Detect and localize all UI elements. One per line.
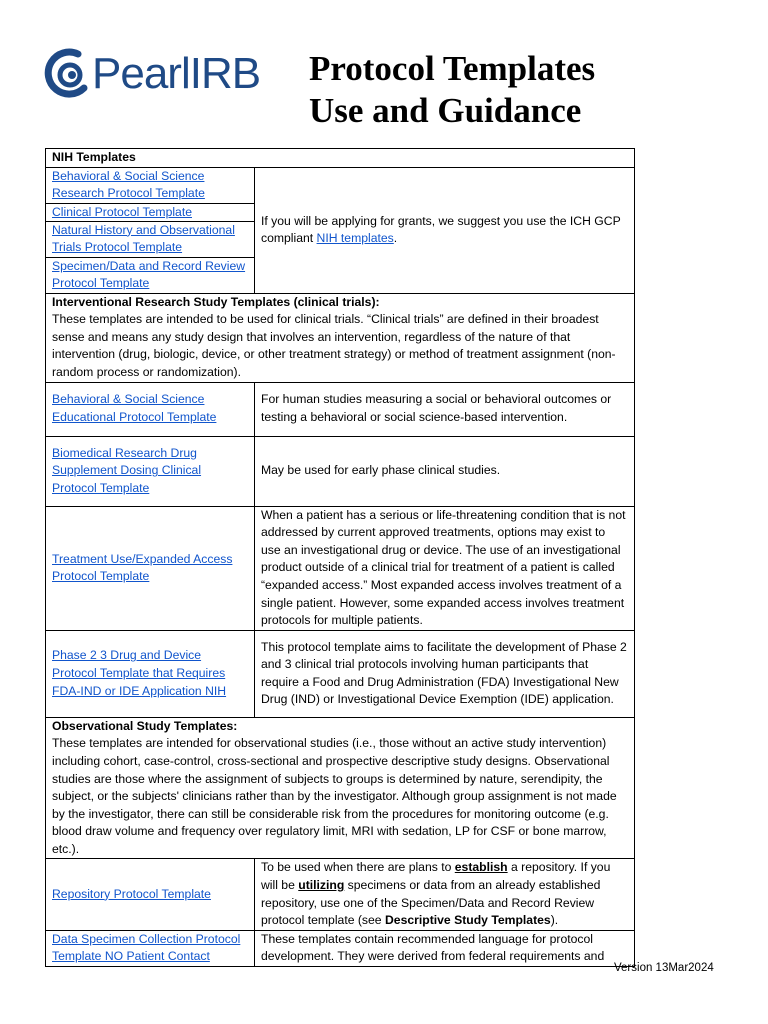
interventional-section: [46, 293, 635, 382]
observational-heading: Observational Study Templates:: [52, 718, 238, 733]
nih-link-cell: [46, 222, 254, 258]
template-link-cell: [46, 506, 255, 630]
template-description: [255, 859, 635, 930]
nih-link-behavioral[interactable]: Behavioral & Social Science Research Protocol Template: [52, 168, 205, 201]
nih-link-specimen[interactable]: Specimen/Data and Record Review Protocol Template: [52, 258, 246, 291]
template-description: These templates contain recommended language for protocol development. They were derived from federal requirements and: [255, 930, 635, 966]
table-row: [46, 506, 635, 630]
behavioral-educational-template-link[interactable]: Behavioral & Social Science Educational Protocol Template: [52, 392, 217, 425]
nih-link-cell: [46, 258, 254, 293]
template-link-cell: [46, 436, 255, 506]
repository-text: To be used when there are plans to: [261, 860, 455, 875]
template-link-cell: [46, 630, 255, 717]
nih-links-cell: [46, 167, 255, 293]
table-row: [46, 859, 635, 930]
pearl-logo-icon: [44, 48, 94, 100]
nih-link-clinical[interactable]: Clinical Protocol Template: [52, 204, 192, 219]
table-row: [46, 930, 635, 966]
logo-irb: IRB: [189, 49, 261, 98]
table-row: [46, 382, 635, 436]
phase-2-3-template-link[interactable]: Phase 2 3 Drug and Device Protocol Template that Requires FDA-IND or IDE Application NIH: [52, 648, 227, 698]
nih-note-end: .: [393, 231, 398, 246]
template-link-cell: [46, 859, 255, 930]
template-description: This protocol template aims to facilitate the development of Phase 2 and 3 clinical trial protocols involving human participants that require a Food and Drug Administration (FDA) Investigational New Drug (IND) or Investigational Device Exemption (IDE) application.: [255, 630, 635, 717]
data-specimen-template-link[interactable]: Data Specimen Collection Protocol Template NO Patient Contact: [52, 931, 241, 964]
nih-link-cell: [46, 204, 254, 222]
template-description: When a patient has a serious or life-threatening condition that is not addressed by current approved treatments, options may exist to use an investigational drug or device. The use of an investigational product outside of a clinical trial for treatment of a patient is called “expanded access.” Most expanded access involves treatment of a single patient. However, some expanded access involves treatment protocols for multiple patients.: [255, 506, 635, 630]
repository-template-link[interactable]: Repository Protocol Template: [52, 886, 211, 901]
pearl-irb-logo: [44, 44, 284, 104]
template-description: For human studies measuring a social or behavioral outcomes or testing a behavioral or social science-based intervention.: [255, 382, 635, 436]
version-label: Version 13Mar2024: [614, 962, 714, 974]
expanded-access-template-link[interactable]: Treatment Use/Expanded Access Protocol Template: [52, 551, 233, 584]
repository-text: ).: [550, 913, 559, 928]
observational-section-row: [46, 717, 635, 859]
interventional-description: These templates are intended to be used for clinical trials. “Clinical trials” are defined in their broadest sense and means any study design that involves an intervention, regardless of the nature of that intervention (drug, biologic, device, or other treatment strategy) or method of treatment assignment (non-random process or randomization).: [52, 312, 616, 379]
table-row: [46, 436, 635, 506]
observational-description: These templates are intended for observational studies (i.e., those without an active study intervention) including cohort, case-control, cross-sectional and prospective descriptive study designs. Observational studies are those where the assignment of subjects to groups is determined by nature, serendipity, the subject, or the subjects' clinicians rather than by the investigator. Although group assignment is not made by the investigator, there can still be considerable risk from the procedures for monitoring outcome (e.g. blood draw volume and frequency over regulatory limit, MRI with sedation, LP for CSF or bone marrow, etc.).: [52, 736, 617, 856]
nih-note: [255, 167, 635, 293]
interventional-section-row: [46, 293, 635, 382]
template-description: May be used for early phase clinical studies.: [255, 436, 635, 506]
repository-bold: Descriptive Study Templates: [384, 913, 551, 928]
nih-row: [46, 167, 635, 293]
repository-text: a repository. If you will be: [261, 860, 611, 893]
repository-emphasis: establish: [454, 860, 508, 875]
logo-wordmark: [92, 46, 260, 102]
nih-note-text: If you will be applying for grants, we suggest you use the ICH GCP compliant: [261, 213, 621, 246]
nih-templates-link[interactable]: NIH templates: [316, 231, 394, 246]
page-title: [309, 48, 595, 132]
nih-heading-row: [46, 149, 635, 168]
title-line-1: Protocol Templates: [309, 49, 596, 88]
title-line-2: Use and Guidance: [309, 91, 582, 130]
nih-heading: NIH Templates: [46, 149, 635, 168]
repository-text: specimens or data from an already established repository, use one of the Specimen/Data and Record Review protocol template (see: [261, 878, 601, 928]
repository-emphasis: utilizing: [298, 878, 345, 893]
biomedical-drug-template-link[interactable]: Biomedical Research Drug Supplement Dosing Clinical Protocol Template: [52, 445, 202, 495]
template-link-cell: [46, 382, 255, 436]
logo-pearl: Pearl: [92, 49, 190, 98]
protocol-templates-table: [45, 148, 635, 967]
table-row: [46, 630, 635, 717]
template-link-cell: [46, 930, 255, 966]
interventional-heading: Interventional Research Study Templates (clinical trials):: [52, 294, 380, 309]
nih-link-cell: [46, 168, 254, 204]
observational-section: [46, 717, 635, 859]
nih-link-natural-history[interactable]: Natural History and Observational Trials Protocol Template: [52, 222, 235, 255]
